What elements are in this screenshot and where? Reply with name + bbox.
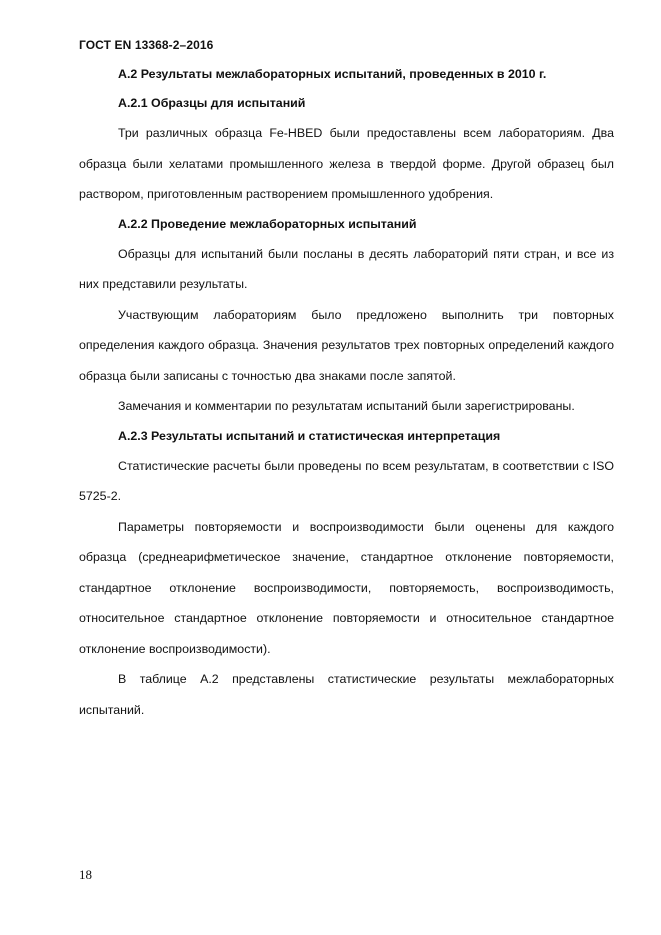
paragraph-a23-2: Параметры повторяемости и воспроизводимости были оценены для каждого образца (среднеарифметическое значение, стандартное отклонение повторяемости, стандартное отклонение воспроизводимости, повторяемость, воспроизводимость, относительное стандартное отклонение повторяемости и относительное стандартное отклонение воспроизводимости).: [79, 519, 614, 656]
paragraph-a21-1: Три различных образца Fe-HBED были предоставлены всем лабораториям. Два образца были хелатами промышленного железа в твердой форме. Другой образец был раствором, приготовленным растворением промышленного удобрения.: [79, 126, 614, 201]
paragraph-a22-2: Участвующим лабораториям было предложено выполнить три повторных определения каждого образца. Значения результатов трех повторных определений каждого образца были записаны с точностью два знаками после запятой.: [79, 307, 614, 383]
paragraph-a23-3: В таблице А.2 представлены статистические результаты межлабораторных испытаний.: [79, 672, 614, 717]
section-heading-a23: А.2.3 Результаты испытаний и статистическая интерпретация: [118, 428, 501, 443]
page-content: [79, 60, 614, 725]
section-heading-a21: А.2.1 Образцы для испытаний: [118, 96, 306, 110]
section-heading-a2: А.2 Результаты межлабораторных испытаний, проведенных в 2010 г.: [118, 67, 547, 81]
page-number: 18: [79, 867, 92, 882]
document-code: ГОСТ EN 13368-2–2016: [79, 38, 214, 52]
paragraph-a22-1: Образцы для испытаний были посланы в десять лабораторий пяти стран, и все из них представили результаты.: [79, 246, 614, 291]
paragraph-a23-1: Статистические расчеты были проведены по всем результатам, в соответствии с ISO 5725-2.: [79, 458, 614, 503]
paragraph-a22-3: Замечания и комментарии по результатам испытаний были зарегистрированы.: [118, 399, 575, 413]
section-heading-a22: А.2.2 Проведение межлабораторных испытаний: [118, 216, 417, 231]
